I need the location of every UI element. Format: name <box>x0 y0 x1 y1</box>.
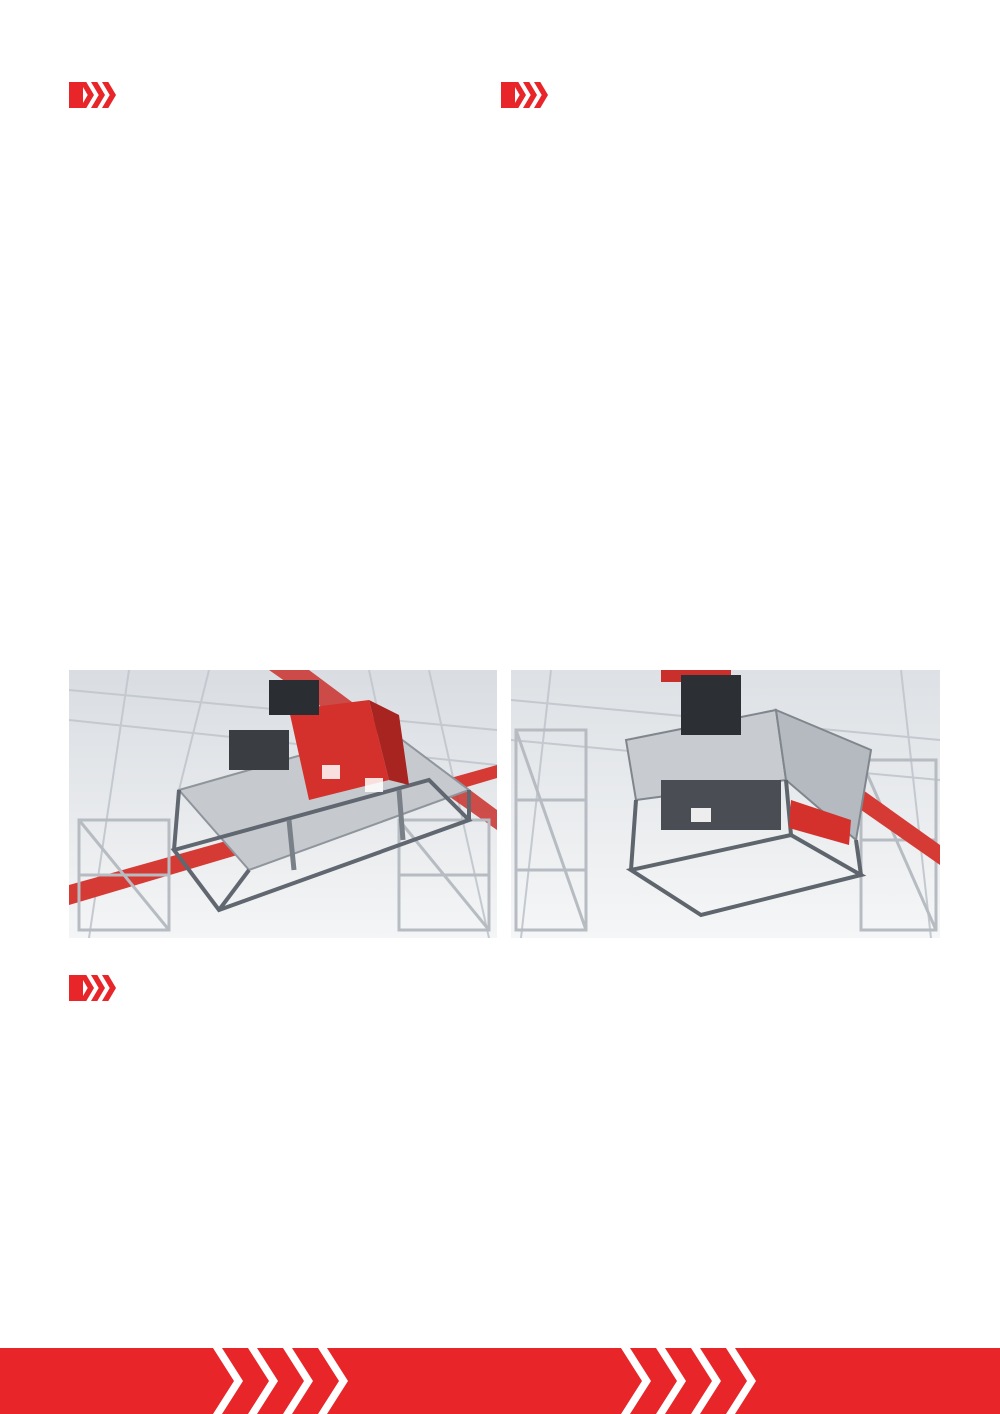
chevron-icon <box>726 1348 756 1414</box>
heavy-load-photo <box>511 670 940 938</box>
heavy-load-title <box>501 82 515 108</box>
chevron-icon <box>691 1348 721 1414</box>
light-load-photo <box>69 670 497 938</box>
light-load-header <box>69 82 116 108</box>
footer-band <box>0 1348 1000 1414</box>
chevron-icon <box>213 1348 243 1414</box>
light-load-title <box>69 82 83 108</box>
chevron-icon <box>621 1348 651 1414</box>
chevron-icon <box>318 1348 348 1414</box>
ems-cradle-header <box>69 975 116 1001</box>
ems-cradle-title <box>69 975 83 1001</box>
chevron-icon <box>248 1348 278 1414</box>
chevron-icon <box>283 1348 313 1414</box>
chevron-icon <box>656 1348 686 1414</box>
heavy-load-header <box>501 82 548 108</box>
